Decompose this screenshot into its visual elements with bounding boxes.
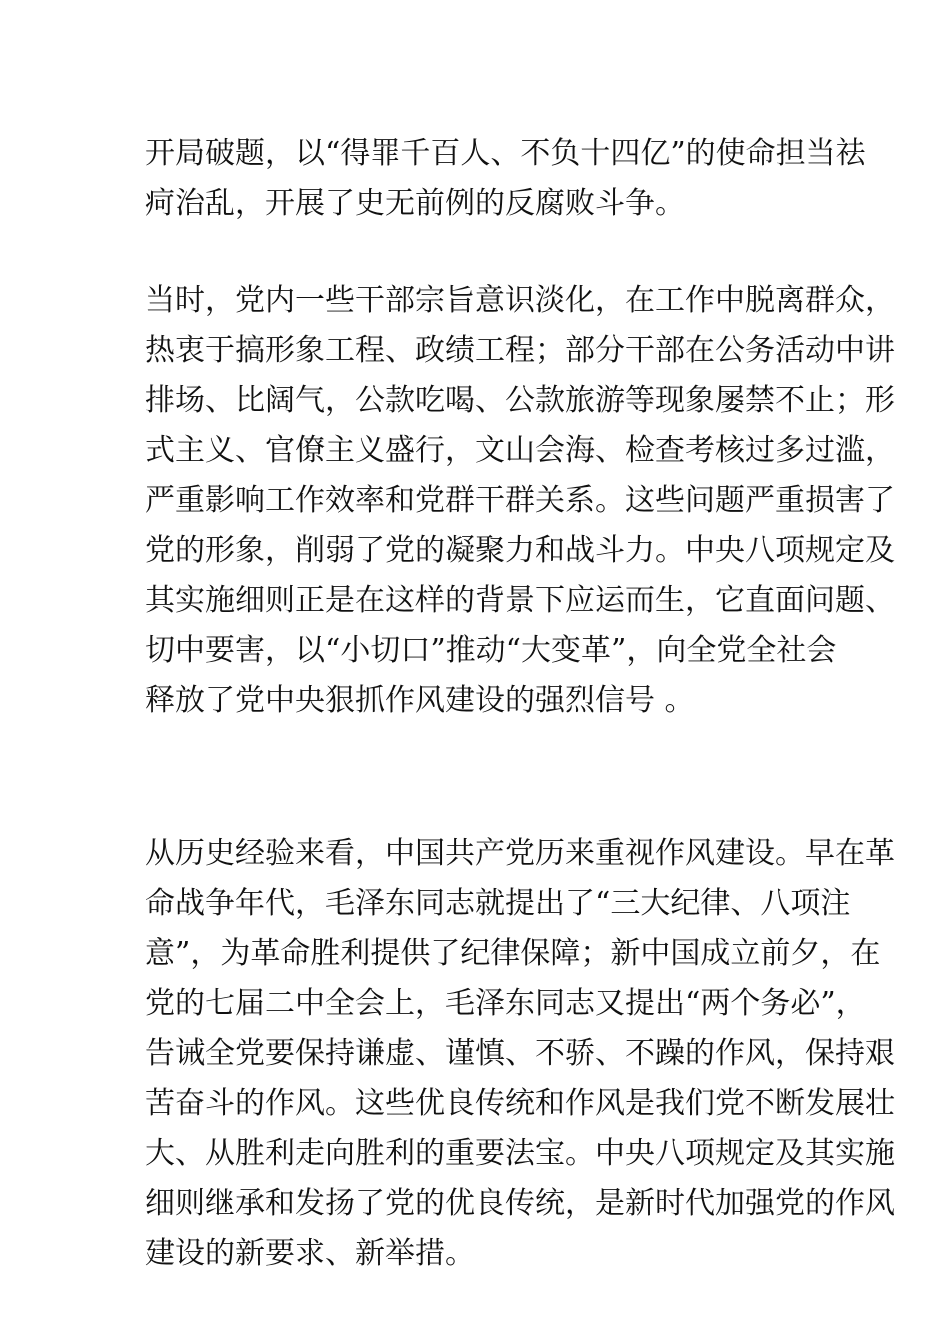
- text-line: 意”，为革命胜利提供了纪律保障；新中国成立前夕，在: [145, 936, 881, 971]
- text-line: 严重影响工作效率和党群干群关系。这些问题严重损害了: [145, 483, 895, 518]
- text-line: 苦奋斗的作风。这些优良传统和作风是我们党不断发展壮: [145, 1086, 895, 1121]
- text-line: 建设的新要求、新举措。: [145, 1236, 475, 1271]
- paragraph-background: [145, 276, 895, 726]
- text-line: 从历史经验来看，中国共产党历来重视作风建设。早在革: [145, 836, 895, 871]
- text-line: 式主义、官僚主义盛行，文山会海、检查考核过多过滥，: [145, 433, 895, 468]
- text-line: 热衷于搞形象工程、政绩工程；部分干部在公务活动中讲: [145, 333, 895, 368]
- paragraph-history: [145, 829, 895, 1279]
- text-line: 切中要害，以“小切口”推动“大变革”，向全党全社会: [145, 633, 837, 668]
- paragraph-opening: [145, 129, 866, 229]
- text-line: 当时，党内一些干部宗旨意识淡化，在工作中脱离群众，: [145, 283, 895, 318]
- text-line: 细则继承和发扬了党的优良传统，是新时代加强党的作风: [145, 1186, 895, 1221]
- text-line: 命战争年代，毛泽东同志就提出了“三大纪律、八项注: [145, 886, 851, 921]
- text-line: 告诫全党要保持谦虚、谨慎、不骄、不躁的作风，保持艰: [145, 1036, 895, 1071]
- text-line: 党的形象，削弱了党的凝聚力和战斗力。中央八项规定及: [145, 533, 895, 568]
- text-line: 疴治乱，开展了史无前例的反腐败斗争。: [145, 186, 685, 221]
- text-line: 党的七届二中全会上，毛泽东同志又提出“两个务必”，: [145, 986, 866, 1021]
- text-line: 大、从胜利走向胜利的重要法宝。中央八项规定及其实施: [145, 1136, 895, 1171]
- text-line: 排场、比阔气，公款吃喝、公款旅游等现象屡禁不止；形: [145, 383, 895, 418]
- text-line: 其实施细则正是在这样的背景下应运而生，它直面问题、: [145, 583, 895, 618]
- text-line: 开局破题，以“得罪千百人、不负十四亿”的使命担当祛: [145, 136, 866, 171]
- text-line: 释放了党中央狠抓作风建设的强烈信号 。: [145, 683, 695, 718]
